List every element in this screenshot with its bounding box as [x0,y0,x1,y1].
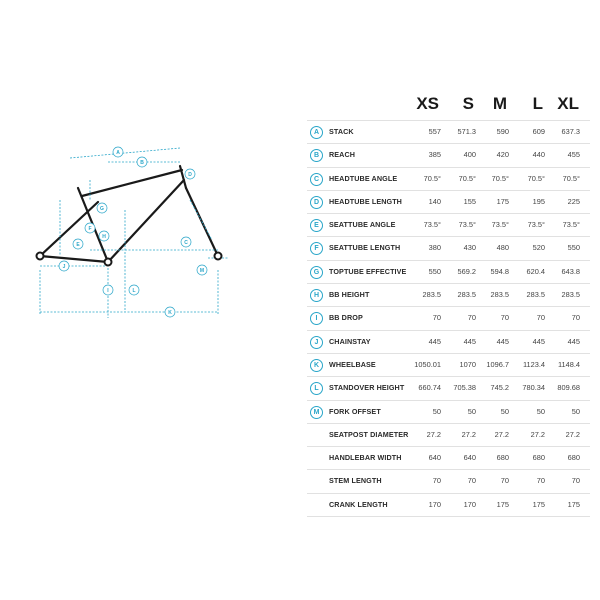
row-code-badge: B [310,149,323,162]
dim-letter-i: I [107,288,109,294]
row-value-m: 590 [496,127,509,136]
table-row [307,120,590,144]
dim-letter-d: D [188,172,192,178]
row-label: SEATPOST DIAMETER [329,429,409,439]
row-value-xs: 380 [428,243,441,253]
row-value-s: 1070 [459,359,476,369]
row-value-s: 50 [467,406,476,416]
table-row [307,307,590,330]
row-value-l: 780.34 [522,383,545,393]
row-value-xs: 73.5° [423,220,441,230]
table-row [307,470,590,493]
row-value-xs: 283.5 [422,290,441,300]
row-value-m: 283.5 [490,290,509,300]
row-code-badge: D [310,196,323,209]
row-value-m: 73.5° [491,220,509,230]
row-label: HEADTUBE ANGLE [329,173,398,183]
front-axle [215,253,222,260]
row-value-m: 480 [496,243,509,253]
row-value-s: 571.3 [457,127,476,136]
row-value-l: 70.5° [527,173,545,183]
frame-outline [40,166,218,262]
row-code-badge: I [310,312,323,325]
row-value-xl: 1148.4 [557,359,580,369]
row-value-xs: 640 [428,453,441,463]
table-body [307,120,590,517]
row-value-s: 73.5° [458,220,476,230]
row-value-s: 70.5° [458,173,476,183]
row-value-s: 430 [463,243,476,253]
row-value-s: 170 [463,499,476,509]
row-label: REACH [329,150,356,160]
dim-letter-g: G [100,206,104,212]
row-code-badge: A [310,126,323,139]
row-label: FORK OFFSET [329,406,381,416]
dim-letter-a: A [116,150,120,156]
chainstay [40,256,108,262]
row-value-m: 175 [496,196,509,206]
row-value-l: 520 [532,243,545,253]
table-row [307,191,590,214]
row-value-s: 705.38 [453,383,476,393]
row-label: WHEELBASE [329,359,376,369]
dim-letter-e: E [76,242,80,248]
row-value-m: 70 [500,313,509,323]
row-label: BB HEIGHT [329,290,370,300]
row-value-xl: 680 [567,453,580,463]
size-header-row [307,94,590,120]
frame-geometry-diagram [30,140,250,320]
top-tube [82,170,182,196]
rear-axle [37,253,44,260]
row-value-xl: 50 [571,406,580,416]
row-value-xl: 225 [567,196,580,206]
row-value-xs: 385 [428,150,441,160]
row-value-m: 175 [496,499,509,509]
table-row [307,447,590,470]
row-value-xl: 637.3 [561,127,580,136]
row-value-s: 400 [463,150,476,160]
row-value-xl: 445 [567,336,580,346]
row-value-xl: 809.68 [557,383,580,393]
size-header-m: M [492,94,507,113]
table-row [307,331,590,354]
row-label: HEADTUBE LENGTH [329,196,402,206]
row-value-m: 445 [496,336,509,346]
table-row [307,494,590,517]
dim-letter-f: F [88,226,92,232]
row-value-s: 569.2 [457,266,476,276]
size-header-s: S [462,94,474,113]
row-code-badge: F [310,242,323,255]
table-row [307,168,590,191]
row-value-m: 27.2 [494,429,509,439]
row-value-l: 70 [536,313,545,323]
row-value-l: 50 [536,406,545,416]
row-value-l: 27.2 [530,429,545,439]
row-value-m: 70.5° [491,173,509,183]
row-label: BB DROP [329,313,363,323]
row-value-l: 609 [532,127,545,136]
row-value-m: 70 [500,476,509,486]
row-value-s: 70 [467,313,476,323]
row-label: TOPTUBE EFFECTIVE [329,266,407,276]
row-value-xs: 50 [432,406,441,416]
table-row [307,214,590,237]
row-value-l: 620.4 [526,266,545,276]
row-label: STEM LENGTH [329,476,382,486]
row-value-s: 70 [467,476,476,486]
row-value-m: 50 [500,406,509,416]
row-value-xl: 70.5° [562,173,580,183]
row-value-xs: 550 [428,266,441,276]
row-value-xl: 643.8 [561,266,580,276]
dim-letter-c: C [184,240,188,246]
row-value-l: 283.5 [526,290,545,300]
row-value-xl: 27.2 [565,429,580,439]
row-value-xs: 70.5° [423,173,441,183]
row-value-xs: 70 [432,476,441,486]
row-value-l: 175 [532,499,545,509]
row-value-l: 1123.4 [522,359,545,369]
table-row [307,144,590,167]
row-value-l: 680 [532,453,545,463]
row-value-l: 440 [532,150,545,160]
table-row [307,237,590,260]
row-code-badge: G [310,266,323,279]
row-value-xs: 445 [428,336,441,346]
row-value-xs: 70 [432,313,441,323]
dim-letter-l: L [132,288,136,294]
row-value-l: 195 [532,196,545,206]
size-header-l: L [532,94,543,113]
row-label: CHAINSTAY [329,336,371,346]
table-row [307,354,590,377]
size-header-xl: XL [557,94,579,113]
row-value-l: 73.5° [527,220,545,230]
dim-letter-k: K [168,310,172,316]
row-value-s: 27.2 [461,429,476,439]
row-label: CRANK LENGTH [329,499,388,509]
bottom-bracket [105,259,112,266]
row-value-l: 70 [536,476,545,486]
row-value-xs: 1050.01 [414,359,441,369]
row-value-xs: 140 [428,196,441,206]
row-value-m: 594.8 [490,266,509,276]
row-value-xs: 27.2 [426,429,441,439]
row-value-s: 640 [463,453,476,463]
row-code-badge: L [310,382,323,395]
row-value-xs: 660.74 [418,383,441,393]
row-code-badge: M [310,406,323,419]
row-value-m: 420 [496,150,509,160]
dim-letter-h: H [102,234,106,240]
row-label: SEATTUBE ANGLE [329,220,396,230]
row-label: STACK [329,127,354,136]
dim-letter-j: J [62,264,66,270]
table-row [307,424,590,447]
table-row [307,377,590,400]
row-value-s: 283.5 [457,290,476,300]
row-value-m: 745.2 [490,383,509,393]
row-label: SEATTUBE LENGTH [329,243,401,253]
row-code-badge: C [310,173,323,186]
row-value-xl: 550 [567,243,580,253]
table-row [307,261,590,284]
size-header-xs: XS [416,94,439,113]
row-value-xl: 283.5 [561,290,580,300]
row-value-xl: 175 [567,499,580,509]
row-value-s: 445 [463,336,476,346]
row-value-s: 155 [463,196,476,206]
geometry-table [307,94,590,517]
row-value-m: 680 [496,453,509,463]
row-label: STANDOVER HEIGHT [329,383,405,393]
row-code-badge: K [310,359,323,372]
row-label: HANDLEBAR WIDTH [329,453,402,463]
row-value-xs: 557 [428,127,441,136]
row-value-m: 1096.7 [486,359,509,369]
row-code-badge: H [310,289,323,302]
row-value-xl: 70 [571,476,580,486]
row-value-xs: 170 [428,499,441,509]
dim-letter-b: B [140,160,144,166]
table-row [307,284,590,307]
row-value-xl: 73.5° [562,220,580,230]
row-code-badge: E [310,219,323,232]
dim-letter-m: M [199,268,205,274]
row-value-xl: 70 [571,313,580,323]
table-row [307,401,590,424]
row-value-l: 445 [532,336,545,346]
row-value-xl: 455 [567,150,580,160]
row-code-badge: J [310,336,323,349]
